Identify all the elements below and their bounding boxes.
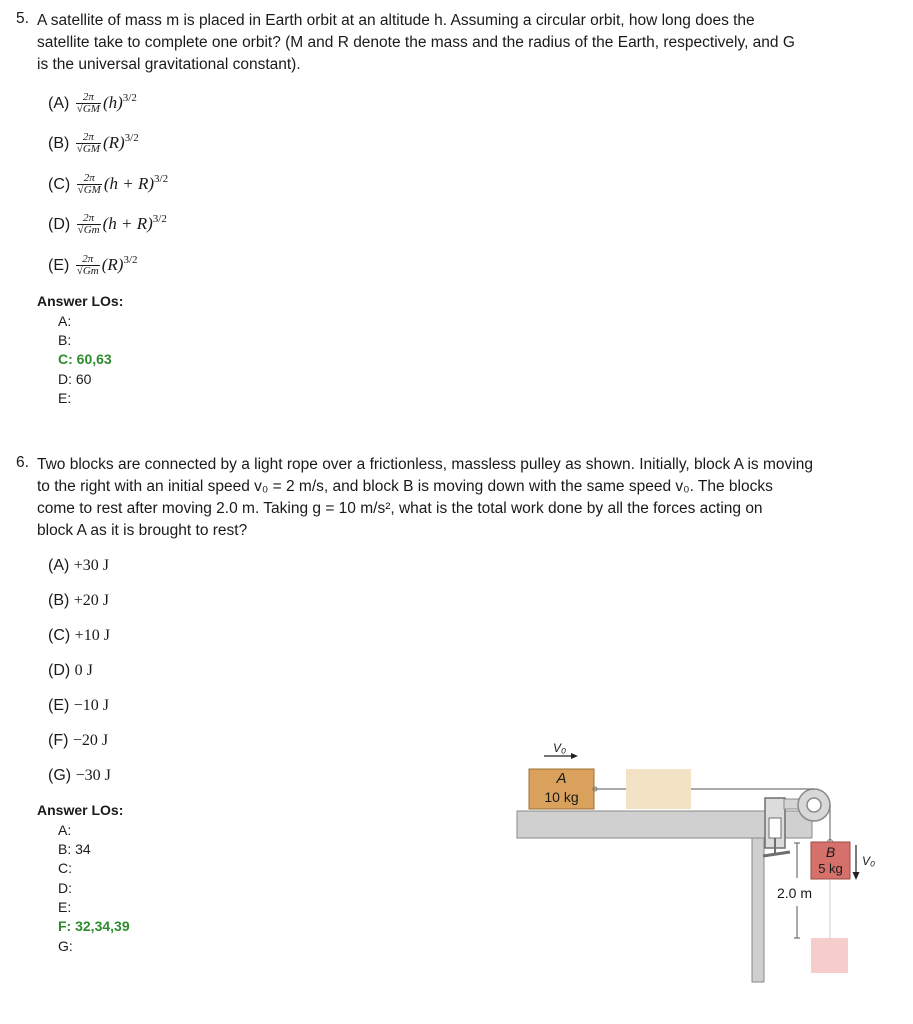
q5-lo-a: A: bbox=[58, 313, 72, 329]
fraction-denominator: √GM bbox=[77, 184, 101, 197]
option-label: (C) bbox=[48, 627, 71, 644]
q6-answer-los-title: Answer LOs: bbox=[37, 802, 124, 818]
v0-arrow-b-head bbox=[853, 872, 860, 880]
option-expression: (h) bbox=[102, 93, 123, 112]
option-exponent: 3/2 bbox=[152, 213, 167, 225]
q5-answer-los-title: Answer LOs: bbox=[37, 293, 124, 309]
option-label: (E) bbox=[48, 257, 70, 274]
block-b-mass: 5 kg bbox=[818, 861, 843, 876]
fraction-numerator: 2π bbox=[76, 92, 101, 104]
block-a-mass: 10 kg bbox=[544, 789, 579, 805]
option-value: 0 J bbox=[74, 662, 93, 679]
distance-label: 2.0 m bbox=[777, 885, 813, 901]
question-5-number: 5. bbox=[16, 10, 29, 27]
option-label: (F) bbox=[48, 732, 69, 749]
q5-lo-b: B: bbox=[58, 332, 72, 348]
option-label: (C) bbox=[48, 176, 71, 193]
option-exponent: 3/2 bbox=[124, 132, 139, 144]
option-label: (A) bbox=[48, 557, 70, 574]
option-label: (E) bbox=[48, 697, 70, 714]
fraction-denominator: √Gm bbox=[76, 265, 99, 278]
q6-lo-c: C: bbox=[58, 860, 72, 876]
question-6-line-3: come to rest after moving 2.0 m. Taking g = 10 m/s², what is the total work done by all the forces acting on bbox=[37, 500, 763, 517]
fraction-numerator: 2π bbox=[76, 132, 101, 144]
q5-lo-d: D: 60 bbox=[58, 371, 92, 387]
question-6-line-2: to the right with an initial speed v₀ = 2 m/s, and block B is moving down with the same speed v₀. The blocks bbox=[37, 478, 773, 495]
option-value: +10 J bbox=[74, 627, 110, 644]
q6-lo-g: G: bbox=[58, 938, 73, 954]
q6-lo-a: A: bbox=[58, 822, 72, 838]
option-exponent: 3/2 bbox=[123, 254, 138, 266]
clamp-handle bbox=[763, 852, 790, 856]
question-6-line-4: block A as it is brought to rest? bbox=[37, 522, 248, 539]
option-value: −10 J bbox=[73, 697, 110, 714]
option-label: (B) bbox=[48, 135, 70, 152]
pulley-axle bbox=[807, 798, 821, 812]
q6-lo-b: B: 34 bbox=[58, 841, 91, 857]
v0-arrow-a-head bbox=[571, 753, 578, 759]
question-6-number: 6. bbox=[16, 454, 29, 471]
q6-lo-e: E: bbox=[58, 899, 72, 915]
option-label: (A) bbox=[48, 95, 70, 112]
option-value: −20 J bbox=[72, 732, 109, 749]
fraction-denominator: √Gm bbox=[77, 224, 100, 237]
v0-label-b: V₀ bbox=[862, 854, 876, 868]
q6-lo-d: D: bbox=[58, 880, 72, 896]
block-a-letter: A bbox=[556, 770, 567, 787]
question-5-line-1: A satellite of mass m is placed in Earth orbit at an altitude h. Assuming a circular orbit, how long does the bbox=[37, 12, 755, 29]
fraction-denominator: √GM bbox=[76, 143, 100, 156]
fraction-numerator: 2π bbox=[76, 254, 100, 266]
option-label: (G) bbox=[48, 767, 72, 784]
clamp-gap bbox=[769, 818, 781, 838]
option-value: +30 J bbox=[73, 557, 110, 574]
question-5-line-3: is the universal gravitational constant). bbox=[37, 56, 301, 73]
block-a-final-ghost bbox=[626, 769, 691, 809]
q5-lo-c: C: 60,63 bbox=[58, 351, 112, 367]
fraction-denominator: √GM bbox=[76, 103, 100, 116]
option-label: (D) bbox=[48, 216, 71, 233]
option-value: +20 J bbox=[73, 592, 110, 609]
option-expression: (R) bbox=[101, 255, 124, 274]
question-5-line-2: satellite take to complete one orbit? (M and R denote the mass and the radius of the Earth, respectively, and G bbox=[37, 34, 795, 51]
question-6-line-1: Two blocks are connected by a light rope over a frictionless, massless pulley as shown. Initially, block A is moving bbox=[37, 456, 813, 473]
fraction-numerator: 2π bbox=[77, 213, 101, 225]
q6-lo-f: F: 32,34,39 bbox=[58, 918, 130, 934]
option-label: (D) bbox=[48, 662, 71, 679]
option-value: −30 J bbox=[75, 767, 111, 784]
block-b-final-ghost bbox=[811, 938, 848, 973]
option-exponent: 3/2 bbox=[122, 92, 137, 104]
v0-label-a: V₀ bbox=[553, 741, 567, 755]
table-leg bbox=[752, 838, 764, 982]
fraction-numerator: 2π bbox=[77, 173, 102, 185]
q5-lo-e: E: bbox=[58, 390, 72, 406]
option-exponent: 3/2 bbox=[154, 173, 169, 185]
block-b-letter: B bbox=[825, 844, 836, 860]
option-expression: (h + R) bbox=[102, 214, 153, 233]
option-label: (B) bbox=[48, 592, 70, 609]
option-expression: (h + R) bbox=[103, 174, 155, 193]
option-expression: (R) bbox=[102, 133, 125, 152]
